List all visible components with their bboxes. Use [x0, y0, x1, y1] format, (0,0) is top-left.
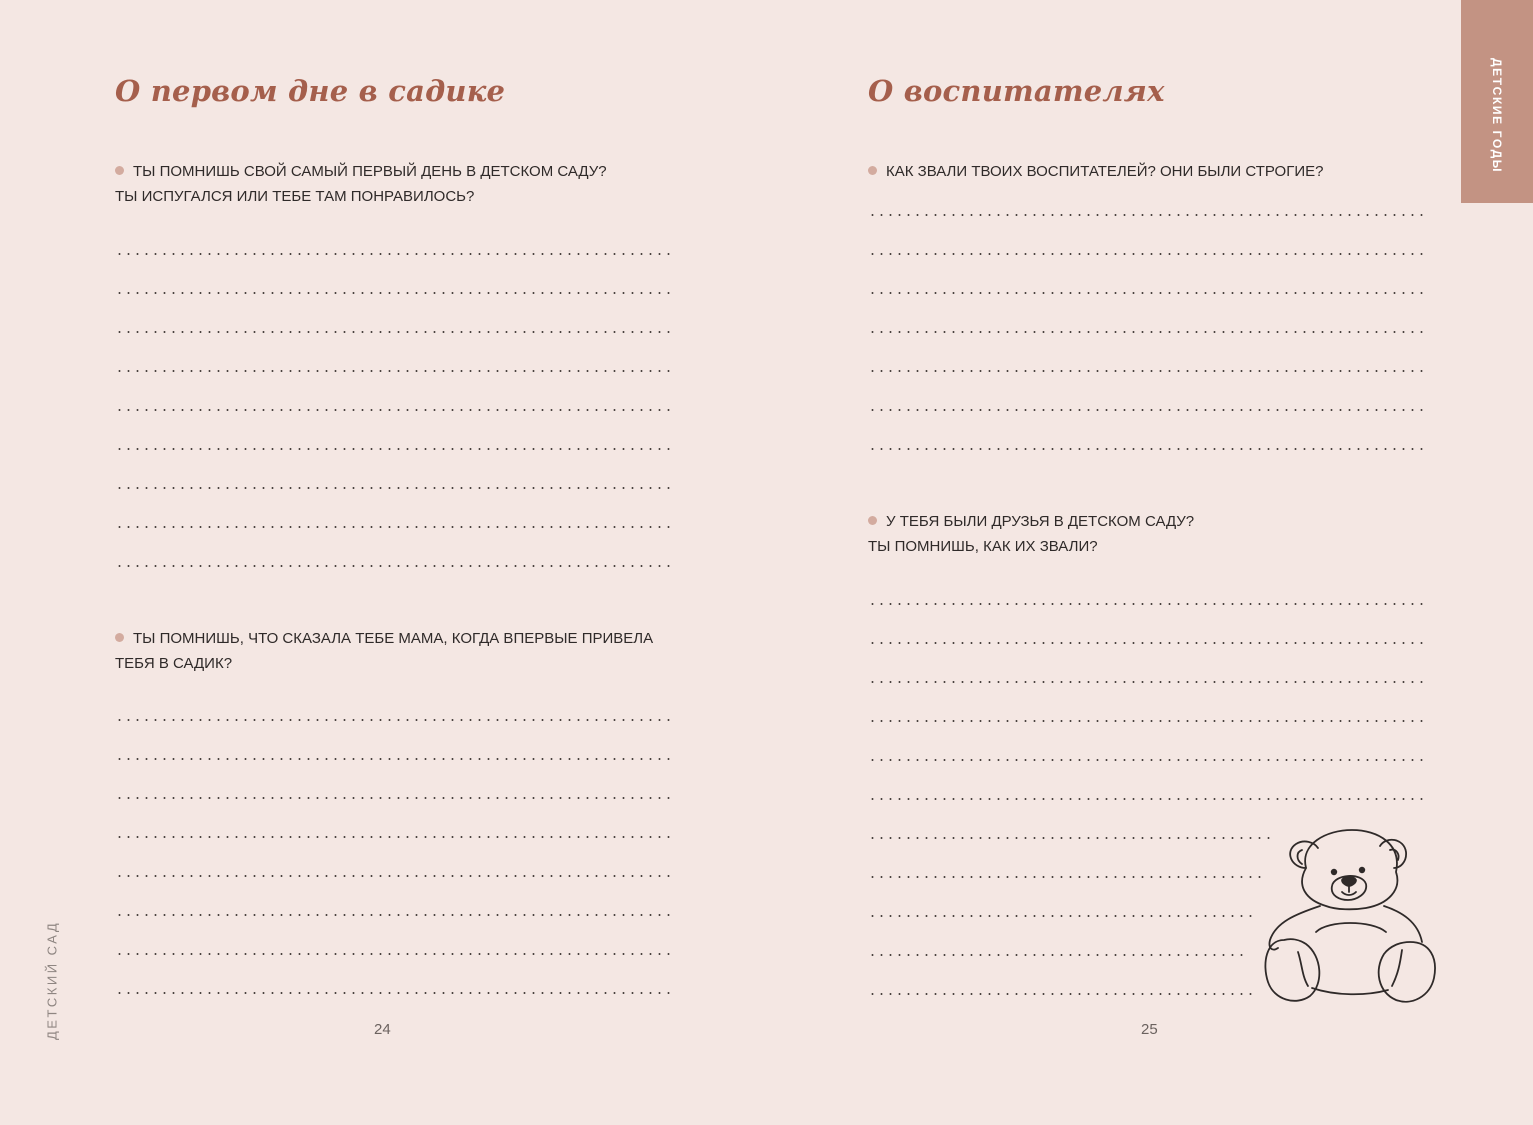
bullet-icon — [115, 633, 124, 642]
answer-line[interactable] — [868, 876, 1264, 878]
answer-line[interactable] — [868, 798, 1423, 800]
answer-line[interactable] — [115, 292, 670, 294]
answer-line[interactable] — [115, 914, 670, 916]
section-label: ДЕТСКИЙ САД — [44, 920, 60, 1040]
right-page-title: О воспитателях — [868, 74, 1165, 108]
answer-line[interactable] — [868, 370, 1423, 372]
answer-line[interactable] — [868, 681, 1423, 683]
question-teachers — [868, 160, 1423, 185]
answer-line[interactable] — [868, 603, 1423, 605]
answer-line[interactable] — [868, 214, 1423, 216]
answer-line[interactable] — [868, 915, 1258, 917]
question-friends — [868, 510, 1423, 559]
answer-line[interactable] — [868, 720, 1423, 722]
question-text: ТЕБЯ В САДИК? — [115, 654, 233, 672]
answer-line[interactable] — [115, 526, 670, 528]
answer-line[interactable] — [868, 448, 1423, 450]
page-number-right: 25 — [1141, 1021, 1158, 1038]
answer-line[interactable] — [115, 836, 670, 838]
page-number-left: 24 — [374, 1021, 391, 1038]
answer-line[interactable] — [868, 292, 1423, 294]
answer-line[interactable] — [115, 448, 670, 450]
answer-line[interactable] — [115, 331, 670, 333]
question-text: ТЫ ПОМНИШЬ, ЧТО СКАЗАЛА ТЕБЕ МАМА, КОГДА ВПЕРВЫЕ ПРИВЕЛА — [133, 630, 654, 647]
answer-line[interactable] — [115, 992, 670, 994]
answer-line[interactable] — [115, 719, 670, 721]
bullet-icon — [868, 166, 877, 175]
answer-line[interactable] — [868, 954, 1249, 956]
answer-line[interactable] — [115, 565, 670, 567]
answer-line[interactable] — [115, 797, 670, 799]
answer-line[interactable] — [868, 642, 1423, 644]
question-text: ТЫ ИСПУГАЛСЯ ИЛИ ТЕБЕ ТАМ ПОНРАВИЛОСЬ? — [115, 187, 475, 205]
answer-line[interactable] — [868, 837, 1273, 839]
question-text: У ТЕБЯ БЫЛИ ДРУЗЬЯ В ДЕТСКОМ САДУ? — [886, 513, 1195, 530]
question-text: ТЫ ПОМНИШЬ, КАК ИХ ЗВАЛИ? — [868, 537, 1098, 555]
chapter-tab — [1461, 0, 1533, 203]
answer-line[interactable] — [115, 253, 670, 255]
answer-line[interactable] — [115, 953, 670, 955]
left-page-title: О первом дне в садике — [115, 74, 506, 108]
answer-line[interactable] — [115, 409, 670, 411]
chapter-tab-label: ДЕТСКИЕ ГОДЫ — [1490, 58, 1504, 174]
bullet-icon — [115, 166, 124, 175]
answer-line[interactable] — [115, 370, 670, 372]
answer-line[interactable] — [868, 759, 1423, 761]
answer-line[interactable] — [868, 993, 1255, 995]
answer-line[interactable] — [115, 875, 670, 877]
answer-line[interactable] — [115, 758, 670, 760]
teddy-bear-illustration — [1262, 824, 1440, 1010]
answer-line[interactable] — [868, 409, 1423, 411]
question-mom-words — [115, 627, 670, 676]
bullet-icon — [868, 516, 877, 525]
question-text: КАК ЗВАЛИ ТВОИХ ВОСПИТАТЕЛЕЙ? ОНИ БЫЛИ СТРОГИЕ? — [886, 163, 1324, 180]
answer-line[interactable] — [868, 253, 1423, 255]
question-text: ТЫ ПОМНИШЬ СВОЙ САМЫЙ ПЕРВЫЙ ДЕНЬ В ДЕТСКОМ САДУ? — [133, 163, 607, 180]
question-first-day — [115, 160, 670, 209]
answer-line[interactable] — [115, 487, 670, 489]
answer-line[interactable] — [868, 331, 1423, 333]
